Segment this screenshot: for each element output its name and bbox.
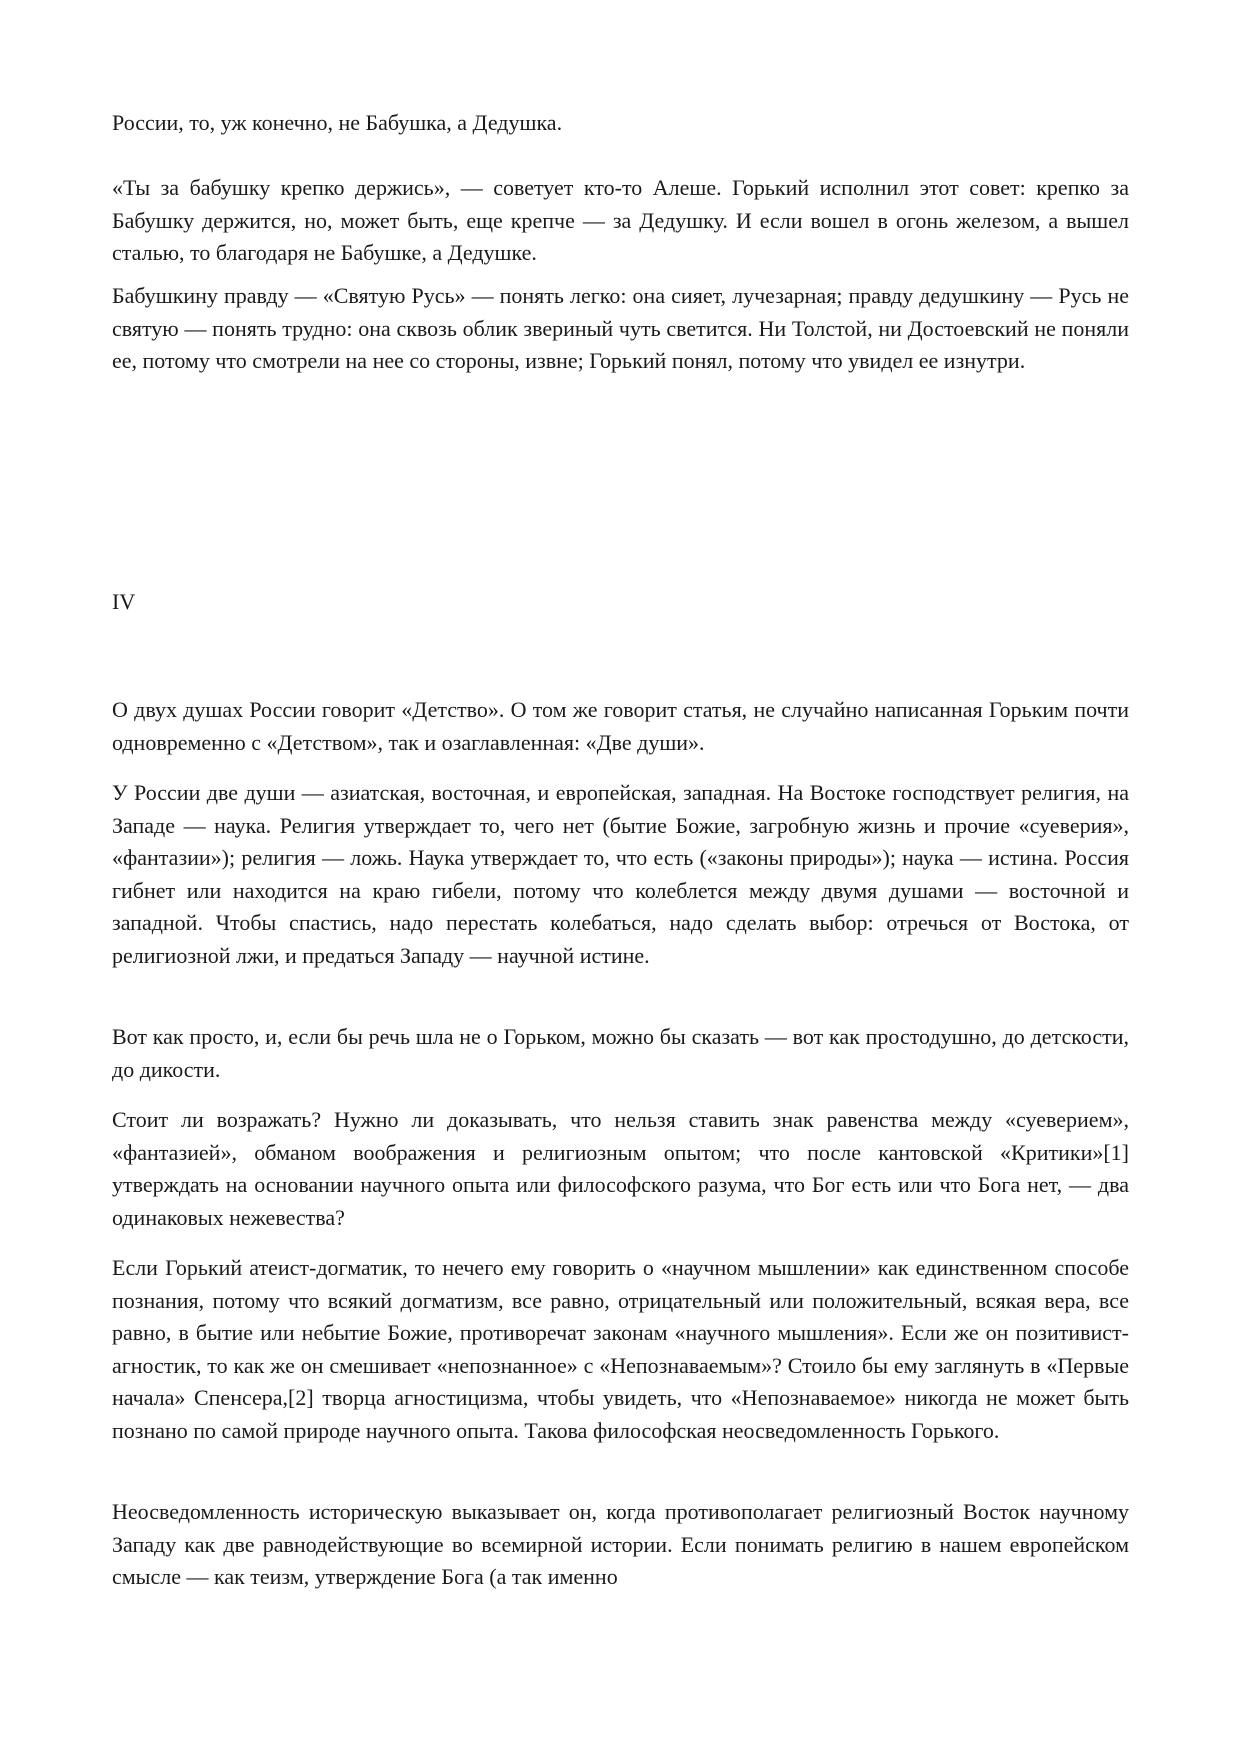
paragraph: У России две души — азиатская, восточная, и европейская, западная. На Востоке господствует религия, на Западе — наука. Религия утверждает то, чего нет (бытие Божие, загробную жизнь и прочие «суеверия», «фантазии»); религия — ложь. Наука утверждает то, что есть («законы природы»); наука — истина. Россия гибнет или находится на краю гибели, потому что колеблется между двумя душами — восточной и западной. Чтобы спастись, надо перестать колебаться, надо сделать выбор: отречься от Востока, от религиозной лжи, и предаться Западу — научной истине. xyxy=(112,780,1129,968)
paragraph: Стоит ли возражать? Нужно ли доказывать, что нельзя ставить знак равенства между «суеверием», «фантазией», обманом воображения и религиозным опытом; что после кантовской «Критики»[1] утверждать на основании научного опыта или философского разума, что Бог есть или что Бога нет, — два одинаковых нежевества? xyxy=(112,1107,1129,1230)
paragraph: О двух душах России говорит «Детство». О том же говорит статья, не случайно написанная Горьким почти одновременно с «Детством», так и озаглавленная: «Две души». xyxy=(112,697,1129,755)
paragraph: Вот как просто, и, если бы речь шла не о Горьком, можно бы сказать — вот как простодушно, до детскости, до дикости. xyxy=(112,1024,1129,1082)
paragraph: Бабушкину правду — «Святую Русь» — понять легко: она сияет, лучезарная; правду дедушкину — Русь не святую — понять трудно: она сквозь облик звериный чуть светится. Ни Толстой, ни Достоевский не поняли ее, потому что смотрели на нее со стороны, извне; Горький понял, потому что увидел ее изнутри. xyxy=(112,283,1129,373)
paragraph: Неосведомленность историческую выказывает он, когда противополагает религиозный Восток научному Западу как две равнодействующие во всемирной истории. Если понимать религию в нашем европейском смысле — как теизм, утверждение Бога (а так именно xyxy=(112,1499,1129,1589)
paragraph-continuation: России, то, уж конечно, не Бабушка, а Дедушка. xyxy=(112,110,563,135)
paragraph: «Ты за бабушку крепко держись», — советует кто-то Алеше. Горький исполнил этот совет: крепко за Бабушку держится, но, может быть, еще крепче — за Дедушку. И если вошел в огонь железом, а вышел сталью, то благодаря не Бабушке, а Дедушке. xyxy=(112,175,1129,265)
section-heading: IV xyxy=(112,589,136,614)
paragraph: Если Горький атеист-догматик, то нечего ему говорить о «научном мышлении» как единственном способе познания, потому что всякий догматизм, все равно, отрицательный или положительный, всякая вера, все равно, в бытие или небытие Божие, противоречат законам «научного мышления». Если же он позитивист-агностик, то как же он смешивает «непознанное» с «Непознаваемым»? Стоило бы ему заглянуть в «Первые начала» Спенсера,[2] творца агностицизма, чтобы увидеть, что «Непознаваемое» никогда не может быть познано по самой природе научного опыта. Такова философская неосведомленность Горького. xyxy=(112,1255,1129,1443)
